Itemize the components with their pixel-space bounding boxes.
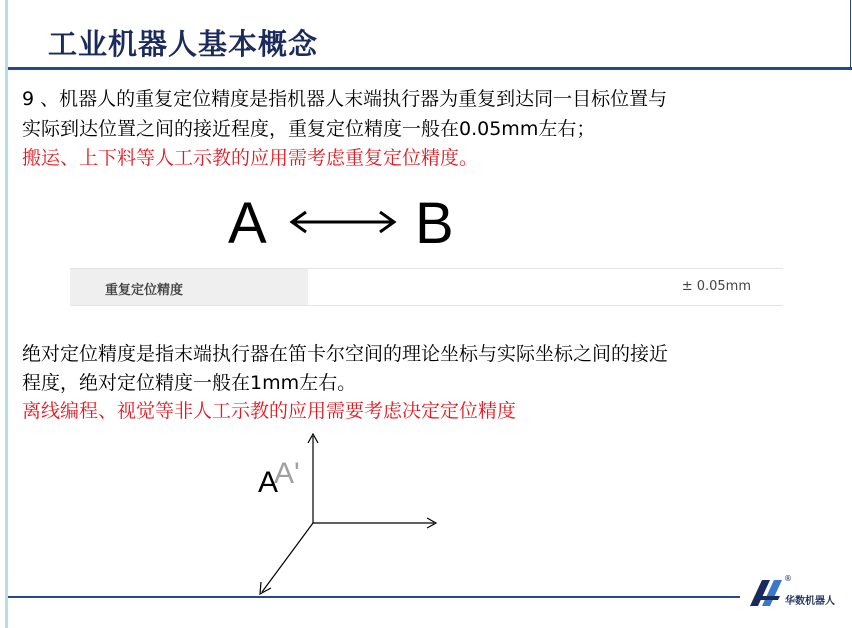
- repeat-text-line-2: 实际到达位置之间的接近程度，重复定位精度一般在0.05mm左右；: [22, 118, 596, 140]
- page-title: 工业机器人基本概念: [48, 27, 319, 61]
- footer-divider: [8, 596, 740, 598]
- absolute-text-line-1: 绝对定位精度是指末端执行器在笛卡尔空间的理论坐标与实际坐标之间的接近: [22, 343, 669, 365]
- title-divider: [8, 67, 852, 70]
- point-a-label: A: [228, 191, 267, 256]
- frame-line: [850, 0, 851, 70]
- absolute-application-note: 离线编程、视觉等非人工示教的应用需要考虑决定定位精度: [22, 400, 517, 422]
- spec-name: 重复定位精度: [105, 283, 184, 298]
- double-arrow-icon: [288, 208, 398, 236]
- left-accent-bar: [5, 0, 8, 628]
- point-b-label: B: [415, 191, 454, 256]
- repeat-text-line-1: 9 、机器人的重复定位精度是指机器人末端执行器为重复到达同一目标位置与: [22, 88, 668, 110]
- spec-table: [70, 268, 783, 306]
- spec-name-cell: [70, 269, 308, 305]
- absolute-text-line-2: 程度，绝对定位精度一般在1mm左右。: [22, 372, 357, 394]
- coordinate-axes-diagram: [250, 430, 450, 600]
- registered-mark: ®: [784, 574, 792, 583]
- spec-value: ± 0.05mm: [681, 279, 751, 294]
- actual-point-label: A': [274, 457, 300, 490]
- theoretical-point-label: A: [258, 466, 279, 499]
- logo-text: 华数机器人: [785, 596, 835, 607]
- repeat-application-note: 搬运、上下料等人工示教的应用需考虑重复定位精度。: [22, 147, 479, 169]
